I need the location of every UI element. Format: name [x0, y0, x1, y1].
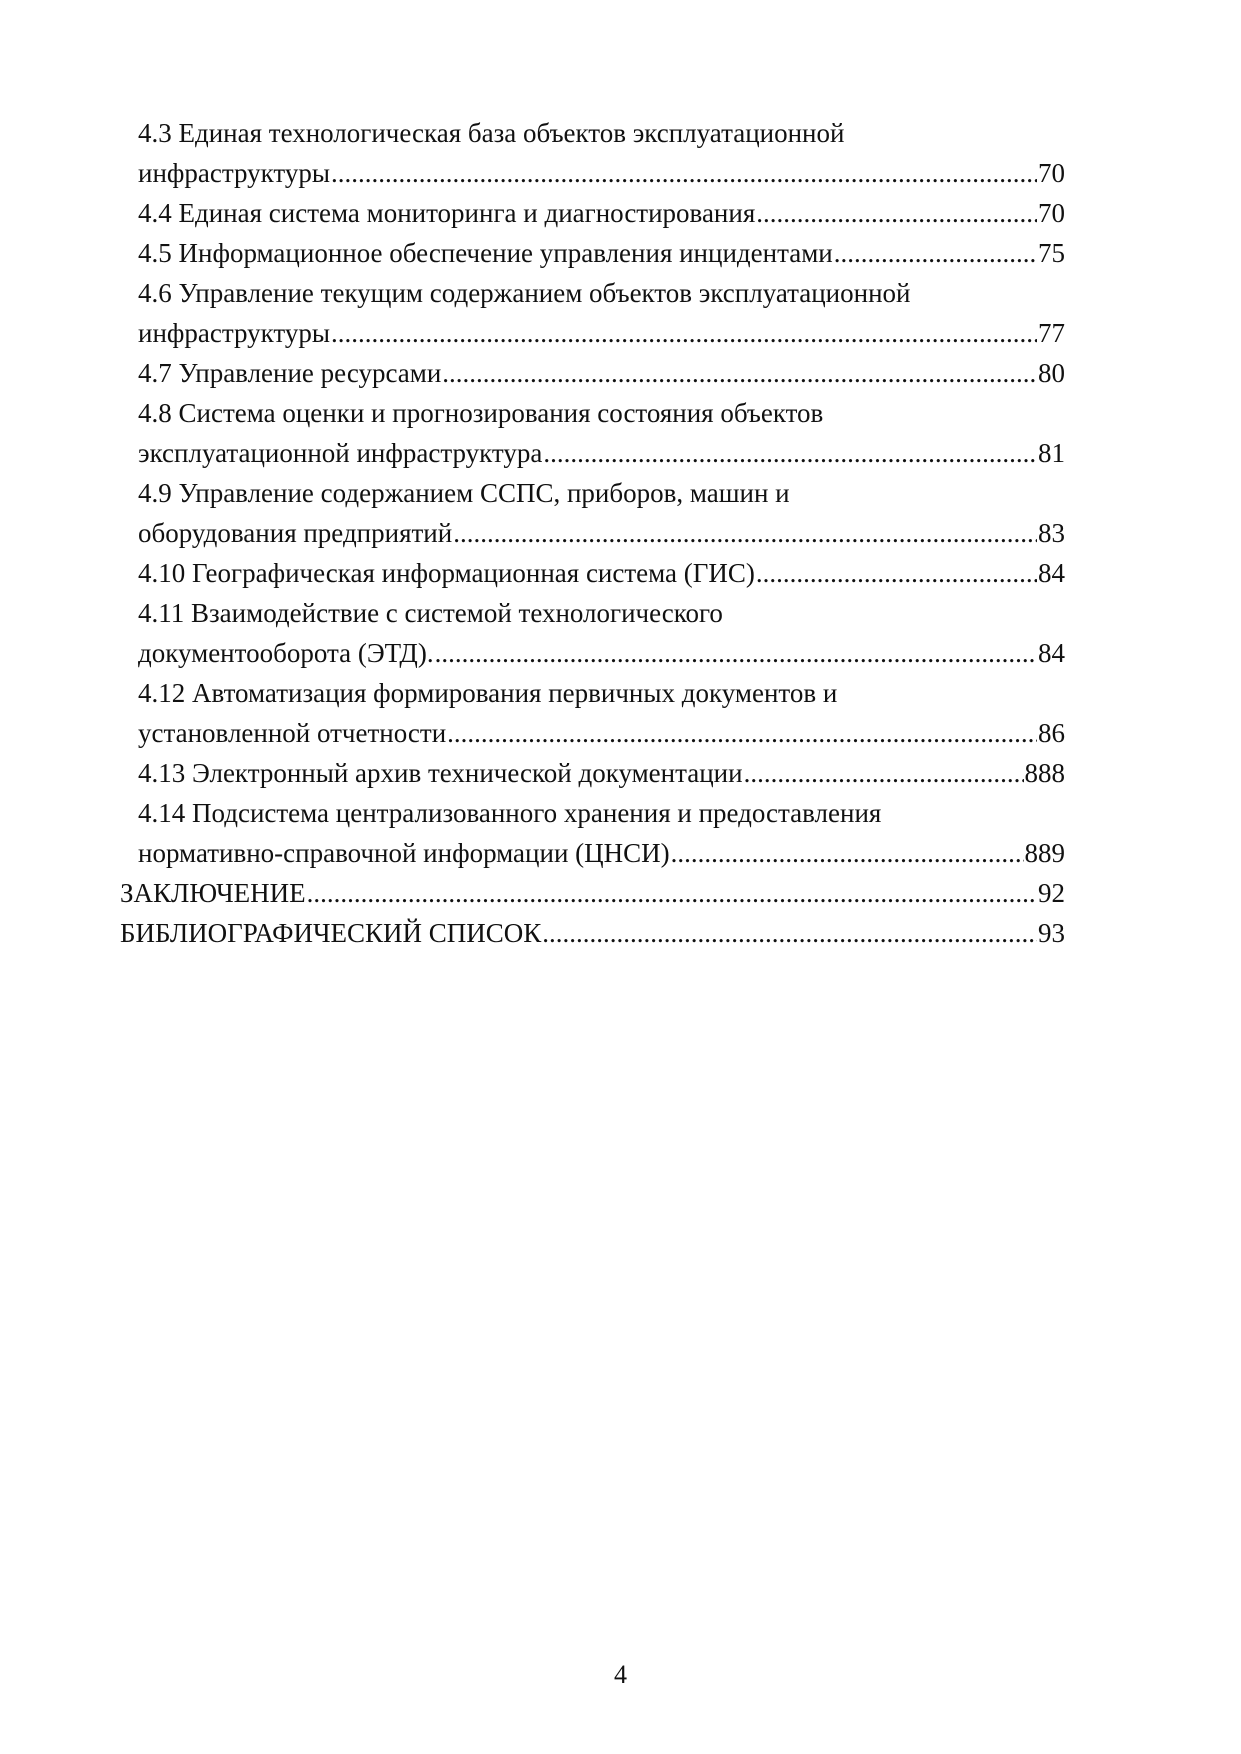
toc-entry-page: 75 [1038, 238, 1065, 268]
toc-entry-title: 4.4 Единая система мониторинга и диагностирования [138, 198, 756, 228]
toc-entry-lead-line [138, 353, 1065, 393]
toc-entry-page: 84 [1038, 638, 1065, 668]
toc-entry[interactable] [120, 193, 1065, 233]
dot-leader [331, 313, 1037, 353]
toc-entry-title: эксплуатационной инфраструктура [138, 438, 543, 468]
toc-entry-lead-line [138, 233, 1065, 273]
toc-entry[interactable] [120, 793, 1065, 873]
toc-entry[interactable] [120, 273, 1065, 353]
toc-entry-page: 81 [1038, 438, 1065, 468]
toc-entry-title-line: 4.9 Управление содержанием ССПС, приборов, машин и [138, 478, 790, 508]
toc-entry[interactable] [120, 913, 1065, 953]
dot-leader [542, 913, 1037, 953]
toc-entry-page: 888 [1024, 758, 1065, 788]
toc-entry-page: 70 [1038, 158, 1065, 188]
toc-entry-title: нормативно-справочной информации (ЦНСИ) [138, 838, 670, 868]
toc-entry-title: 4.7 Управление ресурсами [138, 358, 442, 388]
dot-leader [331, 153, 1037, 193]
toc-entry[interactable] [120, 473, 1065, 553]
toc-entry-title: 4.10 Географическая информационная система (ГИС) [138, 558, 755, 588]
toc-entry-lead-line [138, 313, 1065, 353]
toc-entry-title: 4.5 Информационное обеспечение управления инцидентами [138, 238, 833, 268]
page-number: 4 [614, 1660, 627, 1689]
toc-entry-lead-line [138, 713, 1065, 753]
toc-entry-page: 83 [1038, 518, 1065, 548]
toc-entry-title-line: 4.12 Автоматизация формирования первичных документов и [138, 678, 838, 708]
toc-entry-lead-line [138, 553, 1065, 593]
toc-entry-page: 77 [1038, 318, 1065, 348]
toc-entry-title-line: 4.6 Управление текущим содержанием объектов эксплуатационной [138, 278, 911, 308]
toc-entry-title: 4.13 Электронный архив технической документации [138, 758, 743, 788]
toc-entry-title: установленной отчетности [138, 718, 447, 748]
toc-entry[interactable] [120, 553, 1065, 593]
toc-entry-title-line: 4.3 Единая технологическая база объектов эксплуатационной [138, 118, 845, 148]
toc-entry-title: БИБЛИОГРАФИЧЕСКИЙ СПИСОК [120, 918, 542, 948]
toc-entry-lead-line [138, 193, 1065, 233]
toc-entry-page: 80 [1038, 358, 1065, 388]
toc-entry-lead-line [138, 833, 1065, 873]
toc-entry[interactable] [120, 233, 1065, 273]
toc-entry-title-line: 4.14 Подсистема централизованного хранения и предоставления [138, 798, 882, 828]
toc-entry-page: 70 [1038, 198, 1065, 228]
toc-entry[interactable] [120, 873, 1065, 913]
toc-entry[interactable] [120, 393, 1065, 473]
toc-entry-page: 889 [1024, 838, 1065, 868]
dot-leader [744, 753, 1024, 793]
dot-leader [834, 233, 1037, 273]
toc-entry-lead-line [120, 873, 1065, 913]
toc-entry-title: ЗАКЛЮЧЕНИЕ [120, 878, 306, 908]
toc-entry-lead-line [138, 513, 1065, 553]
toc-entry[interactable] [120, 673, 1065, 753]
toc-entry-title: инфраструктуры [138, 318, 330, 348]
toc-entry-lead-line [120, 913, 1065, 953]
dot-leader [435, 633, 1037, 673]
toc-entry[interactable] [120, 353, 1065, 393]
toc-entry-page: 84 [1038, 558, 1065, 588]
dot-leader [307, 873, 1037, 913]
toc-entry-page: 93 [1038, 918, 1065, 948]
toc-entry[interactable] [120, 593, 1065, 673]
toc-entry-page: 92 [1038, 878, 1065, 908]
toc-entry-title: оборудования предприятий [138, 518, 453, 548]
toc-entry[interactable] [120, 753, 1065, 793]
dot-leader [756, 193, 1037, 233]
dot-leader [543, 433, 1037, 473]
dot-leader [671, 833, 1024, 873]
dot-leader [447, 713, 1037, 753]
dot-leader [756, 553, 1037, 593]
dot-leader [453, 513, 1037, 553]
toc-entry[interactable] [120, 113, 1065, 193]
toc-entry-lead-line [138, 433, 1065, 473]
table-of-contents [120, 113, 1065, 953]
toc-entry-title: документооборота (ЭТД). [138, 638, 434, 668]
toc-entry-title-line: 4.11 Взаимодействие с системой технологического [138, 598, 723, 628]
toc-entry-title-line: 4.8 Система оценки и прогнозирования состояния объектов [138, 398, 824, 428]
toc-entry-lead-line [138, 633, 1065, 673]
toc-entry-lead-line [138, 753, 1065, 793]
dot-leader [442, 353, 1037, 393]
toc-entry-page: 86 [1038, 718, 1065, 748]
toc-entry-title: инфраструктуры [138, 158, 330, 188]
toc-entry-lead-line [138, 153, 1065, 193]
